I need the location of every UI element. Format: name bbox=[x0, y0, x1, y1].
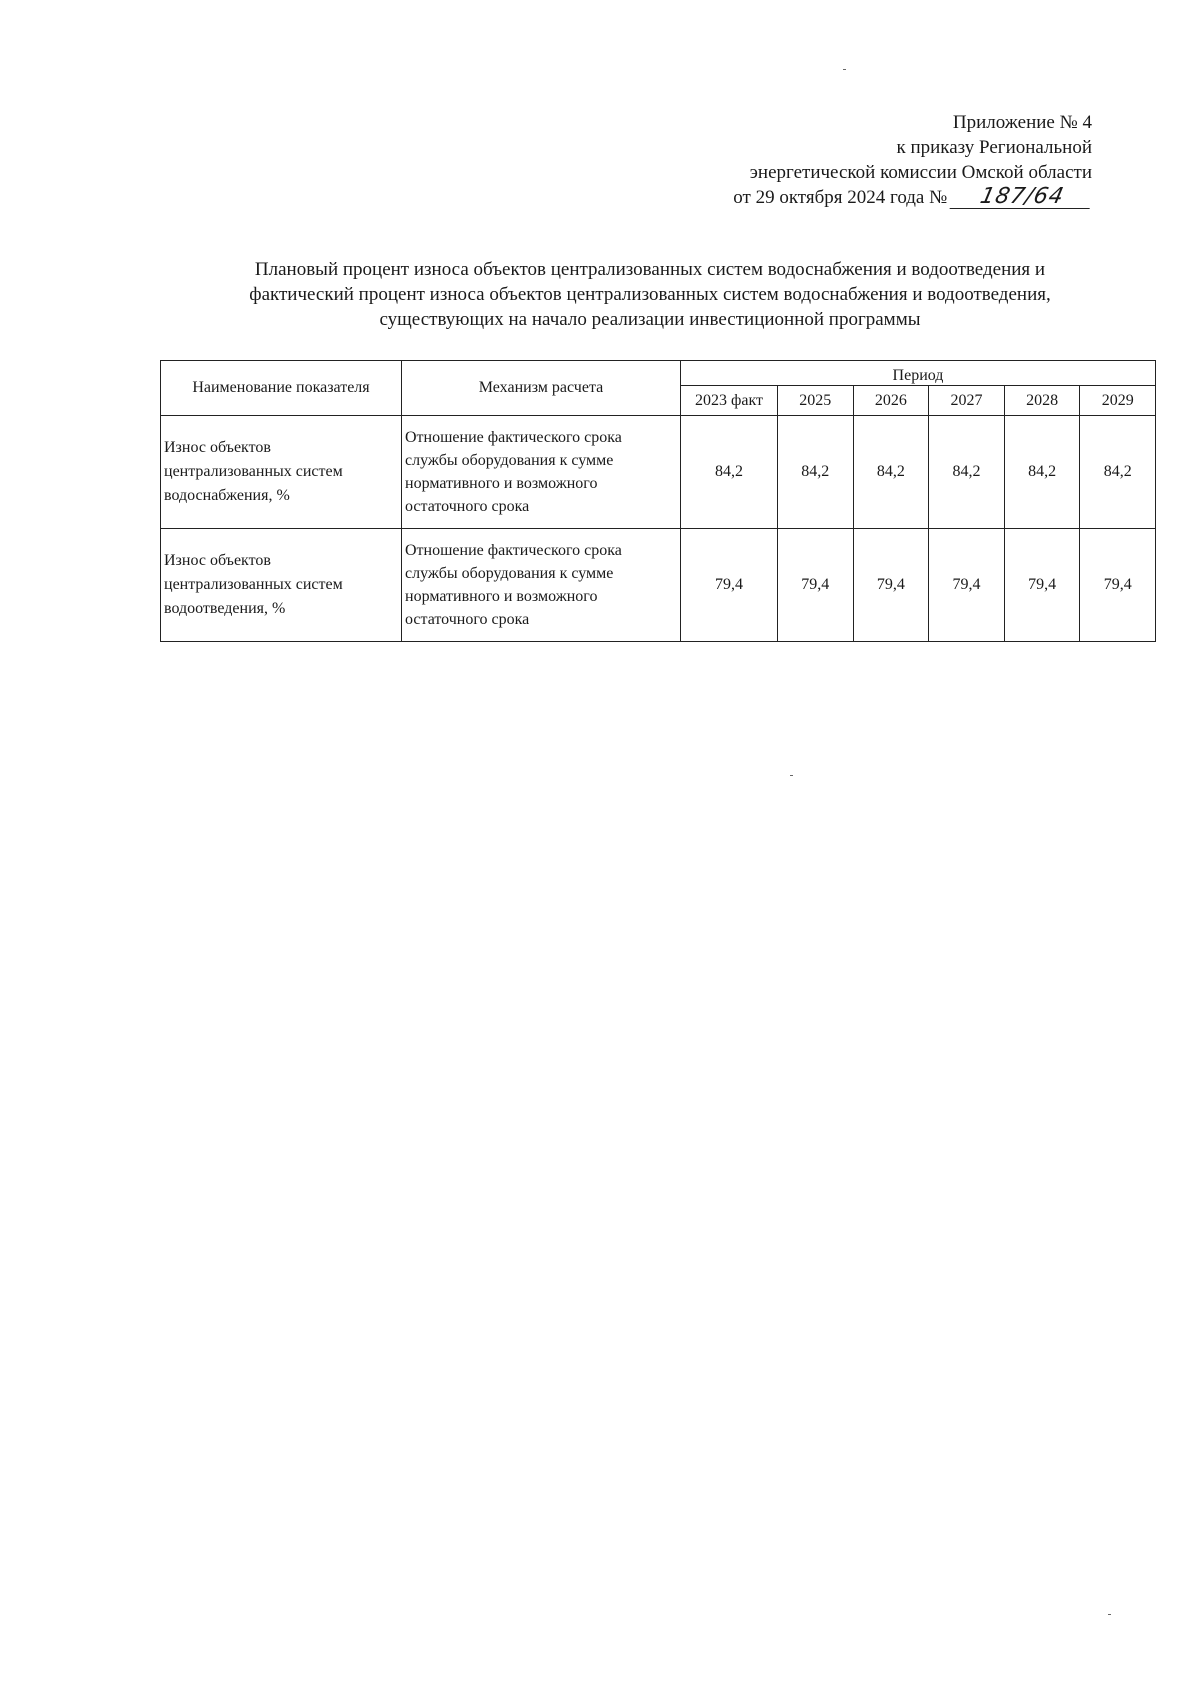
appendix-date: от 29 октября 2024 года № bbox=[733, 187, 948, 208]
row-value: 84,2 bbox=[778, 416, 854, 529]
header-year: 2025 bbox=[778, 386, 854, 416]
row-value: 79,4 bbox=[1080, 529, 1156, 642]
appendix-order-ref: к приказу Региональной bbox=[896, 137, 1092, 158]
table-header-row bbox=[161, 361, 1156, 386]
header-year: 2023 факт bbox=[681, 386, 778, 416]
title-line-3: существующих на начало реализации инвестиционной программы bbox=[379, 309, 921, 330]
row-value: 84,2 bbox=[1080, 416, 1156, 529]
appendix-header bbox=[733, 110, 1092, 210]
row-calc-mechanism: Отношение фактического срока службы оборудования к сумме нормативного и возможного остаточного срока bbox=[402, 529, 681, 642]
header-calc-mechanism: Механизм расчета bbox=[402, 361, 681, 416]
row-value: 79,4 bbox=[778, 529, 854, 642]
row-value: 79,4 bbox=[681, 529, 778, 642]
appendix-date-line bbox=[733, 185, 1092, 210]
row-calc-mechanism: Отношение фактического срока службы оборудования к сумме нормативного и возможного остаточного срока bbox=[402, 416, 681, 529]
table-row bbox=[161, 416, 1156, 529]
scan-speck bbox=[843, 69, 846, 70]
row-value: 79,4 bbox=[853, 529, 929, 642]
header-year: 2027 bbox=[929, 386, 1005, 416]
header-year: 2028 bbox=[1004, 386, 1080, 416]
header-indicator-name: Наименование показателя bbox=[161, 361, 402, 416]
scan-speck bbox=[1108, 1614, 1111, 1615]
appendix-number: Приложение № 4 bbox=[952, 112, 1092, 133]
header-period: Период bbox=[681, 361, 1156, 386]
table-row bbox=[161, 529, 1156, 642]
wear-table bbox=[160, 360, 1156, 642]
row-indicator-name: Износ объектов централизованных систем водоотведения, % bbox=[161, 529, 402, 642]
title-line-2: фактический процент износа объектов централизованных систем водоснабжения и водоотведения, bbox=[249, 284, 1051, 305]
row-indicator-name: Износ объектов централизованных систем водоснабжения, % bbox=[161, 416, 402, 529]
document-title bbox=[150, 257, 1150, 332]
row-value: 79,4 bbox=[929, 529, 1005, 642]
order-number-handwritten: 187/64 bbox=[950, 186, 1095, 209]
row-value: 84,2 bbox=[681, 416, 778, 529]
row-value: 84,2 bbox=[1004, 416, 1080, 529]
header-year: 2029 bbox=[1080, 386, 1156, 416]
header-year: 2026 bbox=[853, 386, 929, 416]
row-value: 79,4 bbox=[1004, 529, 1080, 642]
row-value: 84,2 bbox=[929, 416, 1005, 529]
row-value: 84,2 bbox=[853, 416, 929, 529]
appendix-commission: энергетической комиссии Омской области bbox=[749, 162, 1092, 183]
scan-speck bbox=[790, 775, 793, 776]
title-line-1: Плановый процент износа объектов централизованных систем водоснабжения и водоотведения и bbox=[254, 259, 1046, 280]
